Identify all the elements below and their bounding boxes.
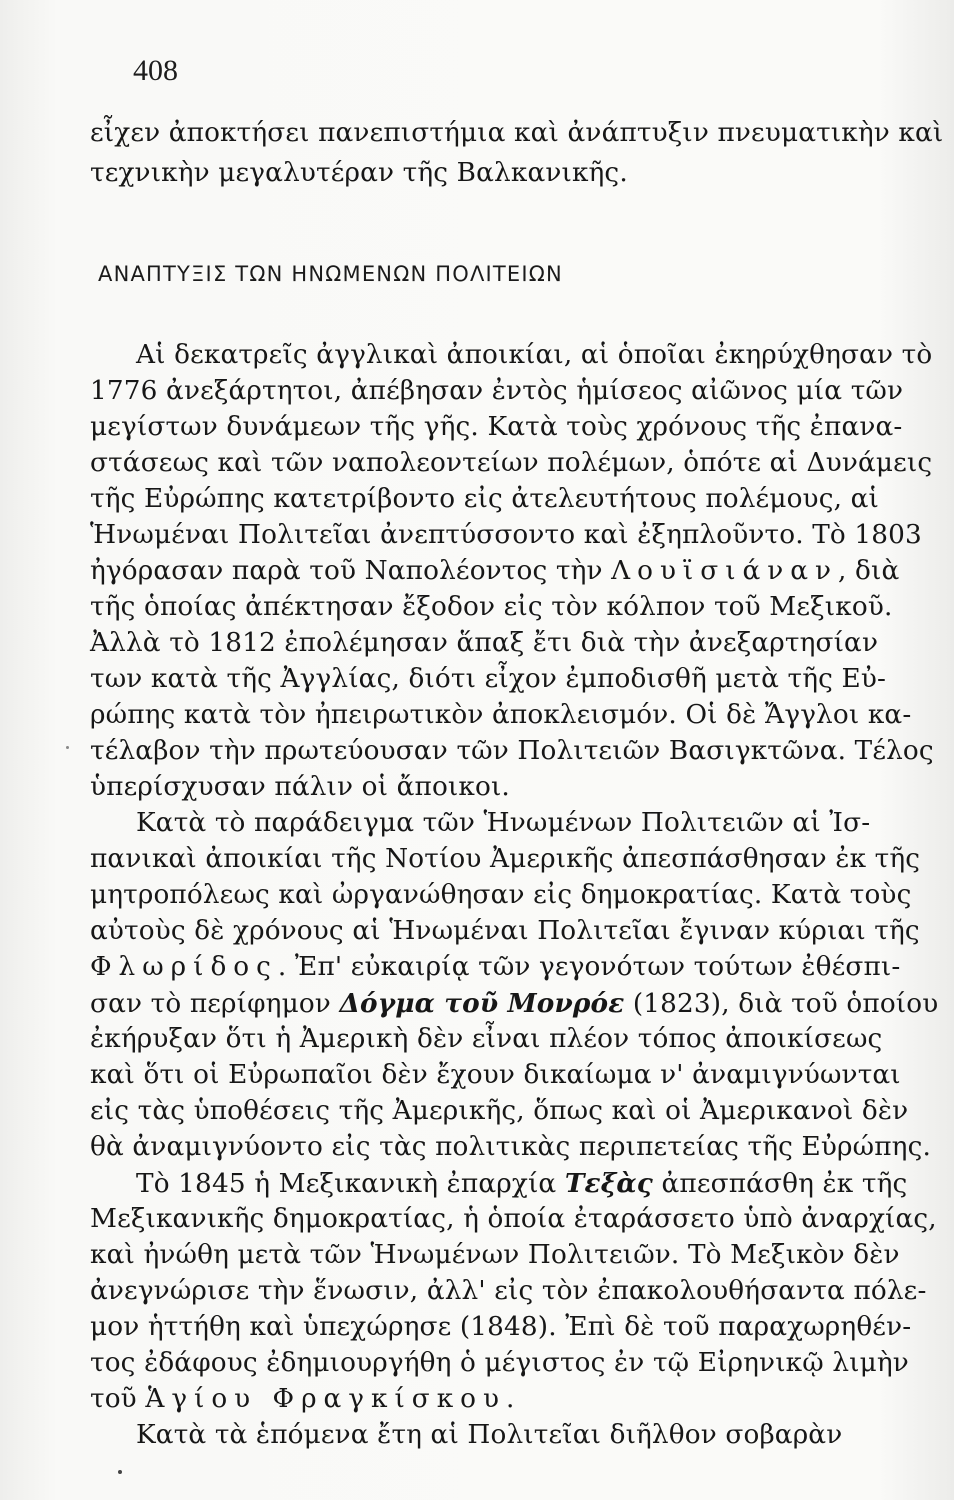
text-line	[90, 1384, 514, 1414]
text-line: Κατὰ τὸ παράδειγμα τῶν Ἡνωμένων Πολιτειῶν αἱ Ἰσ-	[136, 808, 871, 838]
text-run: (1823), διὰ τοῦ ὁποίου	[624, 989, 939, 1019]
text-line: μεγίστων δυνάμεων τῆς γῆς. Κατὰ τοὺς χρόνους τῆς ἐπανα-	[90, 412, 903, 442]
text-line: τῆς Εὐρώπης κατετρίβοντο εἰς ἀτελευτήτους πολέμους, αἱ	[90, 484, 879, 514]
text-line: αὐτοὺς δὲ χρόνους αἱ Ἡνωμέναι Πολιτεῖαι ἔγιναν κύριαι τῆς	[90, 916, 920, 946]
place-name-san-francisco: Ἁγίου Φραγκίσκου	[145, 1384, 506, 1414]
text-line: εἰς τὰς ὑποθέσεις τῆς Ἀμερικῆς, ὅπως καὶ οἱ Ἀμερικανοὶ δὲν	[90, 1096, 909, 1126]
section-heading: ΑΝΑΠΤΥΞΙΣ ΤΩΝ ΗΝΩΜΕΝΩΝ ΠΟΛΙΤΕΙΩΝ	[98, 262, 563, 286]
text-line: θὰ ἀναμιγνύοντο εἰς τὰς πολιτικὰς περιπετείας τῆς Εὐρώπης.	[90, 1132, 931, 1162]
place-name-louisiana: Λουϊσιάναν	[611, 556, 838, 586]
text-line: τέλαβον τὴν πρωτεύουσαν τῶν Πολιτειῶν Βασιγκτῶνα. Τέλος	[90, 736, 934, 766]
text-line: Ἡνωμέναι Πολιτεῖαι ἀνεπτύσσοντο καὶ ἐξηπλοῦντο. Τὸ 1803	[90, 520, 922, 550]
text-line: Μεξικανικῆς δημοκρατίας, ἡ ὁποία ἐταράσσετο ὑπὸ ἀναρχίας,	[90, 1204, 937, 1234]
text-line: ὑπερίσχυσαν πάλιν οἱ ἄποικοι.	[90, 772, 510, 802]
text-line: 1776 ἀνεξάρτητοι, ἀπέβησαν ἐντὸς ἡμίσεος αἰῶνος μία τῶν	[90, 376, 904, 406]
text-line: καὶ ἠνώθη μετὰ τῶν Ἡνωμένων Πολιτειῶν. Τὸ Μεξικὸν δὲν	[90, 1240, 900, 1270]
text-run: .	[505, 1384, 515, 1414]
page-number: 408	[133, 54, 178, 87]
text-line: ἐκήρυξαν ὅτι ἡ Ἀμερικὴ δὲν εἶναι πλέον τόπος ἀποικίσεως	[90, 1024, 883, 1054]
text-line: μητροπόλεως καὶ ὠργανώθησαν εἰς δημοκρατίας. Κατὰ τοὺς	[90, 880, 912, 910]
text-run: Τὸ 1845 ἡ Μεξικανικὴ ἐπαρχία	[136, 1169, 565, 1199]
text-run: . Ἐπ' εὐκαιρίᾳ τῶν γεγονότων τούτων ἐθέσπι-	[277, 952, 901, 982]
text-line: μον ἡττήθη καὶ ὑπεχώρησε (1848). Ἐπὶ δὲ τοῦ παραχωρηθέν-	[90, 1312, 912, 1342]
monroe-doctrine-term: Δόγμα τοῦ Μονρόε	[339, 988, 625, 1019]
text-line: πανικαὶ ἀποικίαι τῆς Νοτίου Ἀμερικῆς ἀπεσπάσθησαν ἐκ τῆς	[90, 844, 921, 874]
text-line: τῆς ὁποίας ἀπέκτησαν ἔξοδον εἰς τὸν κόλπον τοῦ Μεξικοῦ.	[90, 592, 893, 622]
text-run: τοῦ	[90, 1384, 146, 1414]
text-line: στάσεως καὶ τῶν ναπολεοντείων πολέμων, ὁπότε αἱ Δυνάμεις	[90, 448, 933, 478]
text-line	[90, 988, 938, 1019]
texas-term: Τεξὰς	[564, 1168, 653, 1199]
text-line: ἀνεγνώρισε τὴν ἕνωσιν, ἀλλ' εἰς τὸν ἐπακολουθήσαντα πόλε-	[90, 1276, 927, 1306]
text-line	[136, 1168, 907, 1199]
text-line: τεχνικὴν μεγαλυτέραν τῆς Βαλκανικῆς.	[90, 158, 628, 188]
text-line: καὶ ὅτι οἱ Εὐρωπαῖοι δὲν ἔχουν δικαίωμα ν' ἀναμιγνύωνται	[90, 1060, 901, 1090]
text-line: Αἱ δεκατρεῖς ἀγγλικαὶ ἀποικίαι, αἱ ὁποῖαι ἐκηρύχθησαν τὸ	[136, 340, 933, 370]
text-line	[90, 556, 899, 586]
text-run: ἠγόρασαν παρὰ τοῦ Ναπολέοντος τὴν	[90, 556, 612, 586]
text-run: σαν τὸ περίφημον	[90, 989, 340, 1019]
place-name-florida: Φλωρίδος	[90, 952, 278, 982]
text-line: εἶχεν ἀποκτήσει πανεπιστήμια καὶ ἀνάπτυξιν πνευματικὴν καὶ	[90, 118, 944, 148]
text-line: Ἀλλὰ τὸ 1812 ἐπολέμησαν ἅπαξ ἔτι διὰ τὴν ἀνεξαρτησίαν	[90, 628, 879, 658]
text-line: Κατὰ τὰ ἑπόμενα ἔτη αἱ Πολιτεῖαι διῆλθον σοβαρὰν	[136, 1420, 843, 1450]
text-run: , διὰ	[838, 556, 900, 586]
scan-speck	[66, 746, 69, 749]
text-line: ρώπης κατὰ τὸν ἠπειρωτικὸν ἀποκλεισμόν. Οἱ δὲ Ἄγγλοι κα-	[90, 700, 912, 730]
text-line: των κατὰ τῆς Ἀγγλίας, διότι εἶχον ἐμποδισθῆ μετὰ τῆς Εὐ-	[90, 664, 887, 694]
text-line	[90, 952, 900, 982]
scan-speck	[118, 1470, 122, 1474]
text-run: ἀπεσπάσθη ἐκ τῆς	[652, 1169, 908, 1199]
text-line: τος ἐδάφους ἐδημιουργήθη ὁ μέγιστος ἐν τῷ Εἰρηνικῷ λιμὴν	[90, 1348, 909, 1378]
